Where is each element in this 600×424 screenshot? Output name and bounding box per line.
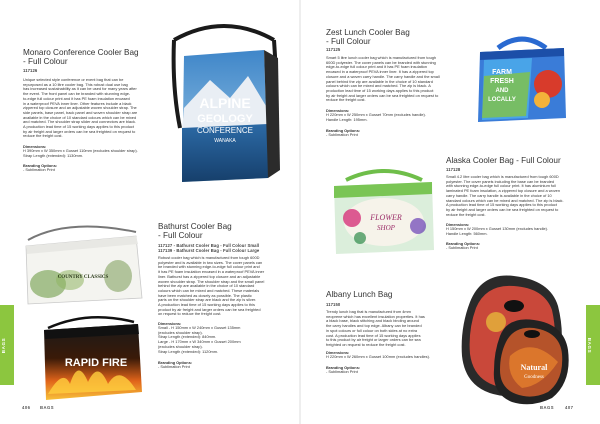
desc-line: production lead time of 15 working days applies to this product [326,87,434,93]
desc-line: Unique selected style conference or event bag that can be [23,77,124,82]
zest-branding-label: Branding Options: [326,128,361,133]
zest-image-text: FRESH [490,78,514,85]
desc-line: edge-to-edge full colour print and it has PE foam insulation [326,64,428,70]
desc-line: reduce the freight cost. [23,133,63,139]
desc-line: by air freight and larger orders can be sea freighted on request to [446,206,559,212]
alaska-image-text: SHOP [377,224,395,232]
desc-line: cost. A production lead time of 15 working days applies [326,332,421,338]
desc-line: polyester. The cover panels including the base can be branded [446,178,555,184]
desc-line: A production lead time of 15 working days applies to this [158,302,255,308]
desc-line: has increased sustainability as it can be used for many years after [23,86,137,92]
zest-image-text: AND [495,88,509,94]
desc-line: 600D polyester. The cover panels can be branded with stunning [326,59,436,65]
left-section-tab-label: BAGS [1,337,7,354]
monaro-title-line1: Monaro Conference Cooler Bag [23,48,139,57]
desc-line: the event. The front panel can be branded with stunning edge- [23,91,131,97]
desc-line: colours which can be mixed and matched. These materials [158,287,260,293]
monaro-title-line2: - Full Colour [23,57,68,66]
desc-line: reduce the freight cost. [446,211,486,217]
albany-image-text: Natural [520,363,548,372]
left-page-number: 406 [22,405,31,410]
alaska-dimensions-label: Dimensions: [446,222,470,227]
right-footer-section: BAGS [540,405,555,410]
desc-line: closure and a woven carry handle. The carry handle and the small [326,73,440,79]
zest-code: 117125 [326,47,341,52]
monaro-dimensions [23,149,138,158]
desc-line: A production lead time of 15 working days applies to this product [446,202,557,208]
alaska-bag-image [330,164,438,256]
monaro-image-text: WANAKA [214,138,236,144]
bathurst-branding-label: Branding Options: [158,360,193,365]
dimension-line: H 220mm x W 250mm x Gusset 70mm (excludes handle). [326,112,426,117]
dimension-line: (excludes shoulder strap). [158,343,203,349]
desc-line: available in the choice of 10 standard colours which can be mixed [23,114,137,120]
desc-line: in a waterproof PEVA inner liner. Other features include a black [23,100,132,106]
zest-bag-image [472,26,572,126]
albany-bag-image [452,266,576,406]
bathurst-dimensions [158,326,241,354]
bathurst-bags-image [18,218,156,408]
desc-line: Trendy lunch bag that is manufactured from 4mm [326,309,411,314]
desc-line: parts on the shoulder strap are black and the zip is silver. [158,297,257,303]
bathurst-image-text: COUNTRY CLASSICS [57,275,109,280]
alaska-code: 117128 [446,167,461,172]
zest-image-text: FARM [492,69,512,76]
desc-line: colours which can be mixed and matched. The zip is black. A [326,83,431,89]
right-section-tab-label: BAGS [587,337,593,354]
bathurst-title-line2: - Full Colour [158,231,203,240]
right-section-tab [586,305,600,385]
monaro-title [23,48,139,66]
desc-line: to this product by air freight or larger orders can be sea [326,337,421,343]
dimension-line: Small - H 150mm x W 240mm x Gusset 135mm [158,325,241,330]
desc-line: carry handle. The carry handle is available in the choice of 10 [446,192,552,198]
desc-line: in spot colours or full colour on both sides at no extra [326,327,418,333]
desc-line: Small 4.2 litre cooler bag which is manufactured from tough 600D [446,174,559,179]
zest-branding: - Sublimation Print [326,132,358,137]
monaro-code: 117126 [23,68,38,73]
bathurst-title-line1: Bathurst Cooler Bag [158,222,232,231]
page-gutter [299,0,301,424]
desc-line: reduce the freight cost. [326,97,366,103]
bathurst-image-text: RAPID FIRE [64,357,128,369]
zest-title-line2: - Full Colour [326,37,371,46]
desc-line: woven shoulder strap. The shoulder strap and the small panel [158,278,265,284]
zest-title [326,28,410,46]
desc-line: laminated PE foam insulation, a zippered top closure and a woven [446,188,560,194]
desc-line: a black base, black stitching and black binding around [326,318,420,324]
albany-dimensions-label: Dimensions: [326,350,350,355]
desc-line: panel behind the zip are available in the choice of 10 standard [326,78,433,84]
desc-line: encased in a waterproof PEVA inner liner. It has a zippered top [326,69,434,75]
desc-line: to-edge full colour print and it has PE foam insulation encased [23,95,130,101]
desc-line: and matched. The shoulder strap slider and connectors are black. [23,119,137,125]
albany-title: Albany Lunch Bag [326,290,393,299]
desc-line: behind the zip are available in the choice of 10 standard [158,283,255,289]
desc-line: with stunning edge-to-edge full colour print. It has aluminium foil [446,183,556,189]
desc-line: liner. Bathurst has a zippered top closure and an adjustable [158,273,261,279]
desc-line: side panels, base panel, back panel and woven shoulder strap are [23,109,138,115]
zest-dimensions-label: Dimensions: [326,108,350,113]
desc-line: it has PE foam insulation encased in a waterproof PEVA inner [158,269,265,275]
zest-title-line1: Zest Lunch Cooler Bag [326,28,410,37]
alaska-branding: - Sublimation Print [446,245,478,250]
albany-dimensions: H 220mm x W 260mm x Gusset 100mm (excludes handles). [326,354,431,359]
dimension-line: Strap Length (extended): 1130mm. [23,152,84,158]
monaro-branding-label: Branding Options: [23,163,58,168]
bathurst-branding: - Sublimation Print [158,364,190,369]
monaro-dimensions-label: Dimensions: [23,144,47,149]
bathurst-title [158,222,232,240]
desc-line: neoprene which has excellent insulation properties. It has [326,313,425,319]
bathurst-description [158,256,286,317]
code-line: 117127 - Bathurst Cooler Bag - Full Colour Small [158,243,260,248]
alaska-image-text: FLOWER [370,213,402,222]
desc-line: product by air freight and larger orders can be sea freighted [158,306,261,312]
desc-line: freighted on request to reduce the freight cost. [326,341,406,347]
dimension-line: H 390mm x W 350mm x Gusset 110mm (excludes shoulder strap). [23,148,138,153]
desc-line: standard colours which can be mixed and matched. The zip is black. [446,197,564,203]
desc-line: have been matched as closely as possible. The plastic [158,292,252,298]
alaska-description [446,175,578,217]
dimension-line: Handle Length: 195mm. [326,116,368,122]
alaska-dimensions [446,227,548,236]
zest-dimensions [326,113,426,122]
albany-description [326,310,446,348]
desc-line: by air freight and larger orders can be sea freighted on request to [326,92,439,98]
desc-line: A production lead time of 15 working days applies to this product [23,124,134,130]
alaska-branding-label: Branding Options: [446,241,481,246]
bathurst-dimensions-label: Dimensions: [158,321,182,326]
albany-code: 117150 [326,302,341,307]
desc-line: Smart 5 litre lunch cooler bag which is manufactured from tough [326,55,437,60]
right-page-number: 407 [565,405,574,410]
dimension-line: Strap Length (extended): 1120mm. [158,348,219,354]
alaska-title: Alaska Cooler Bag - Full Colour [446,156,561,165]
monaro-bag-image [160,18,288,188]
zest-description [326,56,454,103]
desc-line: be branded with stunning edge-to-edge full colour print and [158,264,260,270]
left-section-tab [0,305,14,385]
monaro-description [23,78,151,139]
dimension-line: Strap Length (extended): 840mm. [158,334,217,340]
dimension-line: Large - H 170mm x W 340mm x Gusset 200mm [158,339,241,345]
monaro-image-text: ALPINE [199,95,251,111]
monaro-image-text: CONFERENCE [196,126,254,135]
desc-line: zippered top closure and an adjustable woven shoulder strap. The [23,105,137,111]
left-footer-section: BAGS [40,405,55,410]
dimension-line: Handle Length: 560mm. [446,230,488,236]
desc-line: by air freight and larger orders can be sea freighted on request to [23,128,136,134]
albany-branding: - Sublimation Print [326,369,358,374]
dimension-line: (excludes shoulder strap). [158,329,203,335]
desc-line: the carry handles and top edge. Albany can be branded [326,323,422,329]
dimension-line: H 150mm x W 200mm x Gusset 130mm (excludes handle). [446,226,549,231]
albany-image-text: Goodness [524,375,544,380]
zest-image-text: LOCALLY [488,97,516,103]
desc-line: on request to reduce the freight cost. [158,311,222,317]
desc-line: polyester and is available in two sizes. The cover panels can [158,259,263,265]
monaro-branding: - Sublimation Print [23,167,55,172]
desc-line: repurposed as a 10 litre cooler bag. This robust dual use bag [23,81,128,87]
bathurst-codes [158,243,259,253]
monaro-image-text: GEOLOGY [197,113,253,125]
desc-line: Robust cooler bag which is manufactured from tough 600D [158,255,260,260]
code-line: 117139 - Bathurst Cooler Bag - Full Colour Large [158,248,260,253]
albany-branding-label: Branding Options: [326,365,361,370]
